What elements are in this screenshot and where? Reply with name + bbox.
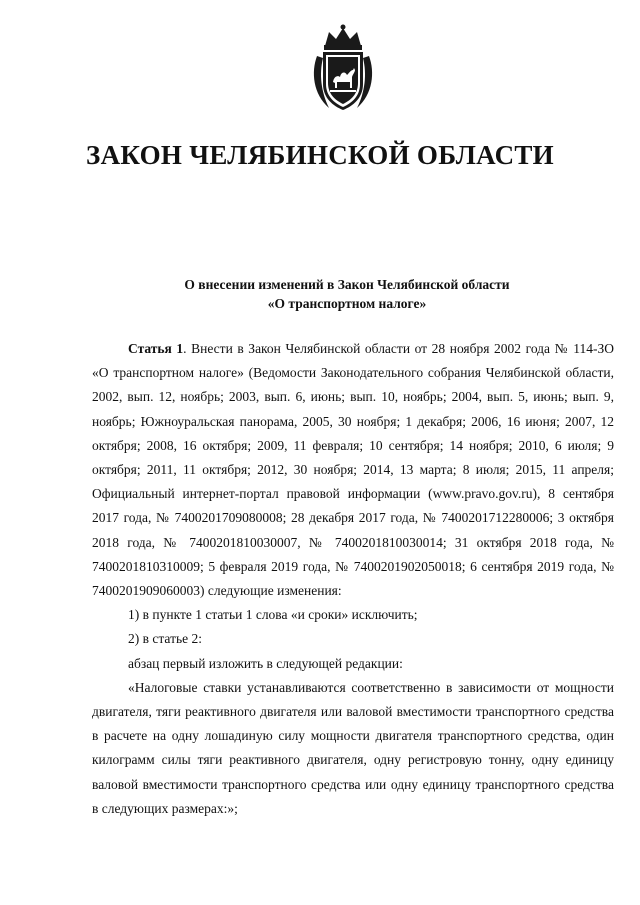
chelyabinsk-coat-of-arms-icon (307, 22, 379, 114)
amendment-item-2: 2) в статье 2: (128, 631, 202, 647)
law-subject (80, 275, 614, 313)
law-subject-line-1: О внесении изменений в Закон Челябинской области (184, 277, 510, 292)
article-1-text: . Внести в Закон Челябинской области от 28 ноября 2002 года № 114-ЗО «О транспортном налоге» (Ведомости Законодательного собрания Челябинской области, 2002, вып. 12, ноябрь; 2003, вып. 6, июнь; вып. 10, ноябрь; 2004, вып. 5, июнь; вып. 9, ноябрь; Южноуральская панорама, 2005, 30 ноября; 1 декабря; 2006, 16 июня; 2007, 12 октября; 2008, 16 октября; 2009, 11 февраля; 10 сентября; 14 ноября; 2010, 6 июля; 9 октября; 2011, 11 октября; 2012, 30 ноября; 2014, 13 марта; 8 июля; 2015, 11 апреля; Официальный интернет-портал правовой информации (www.pravo.gov.ru), 8 сентября 2017 года, № 7400201709080008; 28 декабря 2017 года, № 7400201712280006; 3 октября 2018 года, № 7400201810030007, № 7400201810030014; 31 октября 2018 года, № 7400201810310009; 5 февраля 2019 года, № 7400201902050018; 6 сентября 2019 года, № 7400201909060003) следующие изменения: (92, 341, 615, 599)
amendment-item-1: 1) в пункте 1 статьи 1 слова «и сроки» исключить; (128, 607, 418, 623)
article-1-label: Статья 1 (128, 341, 184, 356)
law-body (92, 337, 614, 821)
amendment-paragraph-instruction: абзац первый изложить в следующей редакции: (128, 655, 403, 671)
law-title: ЗАКОН ЧЕЛЯБИНСКОЙ ОБЛАСТИ (86, 140, 554, 170)
amendment-new-text: «Налоговые ставки устанавливаются соответственно в зависимости от мощности двигателя, тяги реактивного двигателя или валовой вместимости транспортного средства в расчете на одну лошадиную силу мощности двигателя транспортного средства, один килограмм силы тяги реактивного двигателя, одну регистровую тонну, одну единицу валовой вместимости транспортного средства или одну единицу транспортного средства в следующих размерах:»; (92, 679, 614, 816)
law-subject-line-2: «О транспортном налоге» (267, 296, 427, 311)
article-1-paragraph (92, 337, 614, 603)
